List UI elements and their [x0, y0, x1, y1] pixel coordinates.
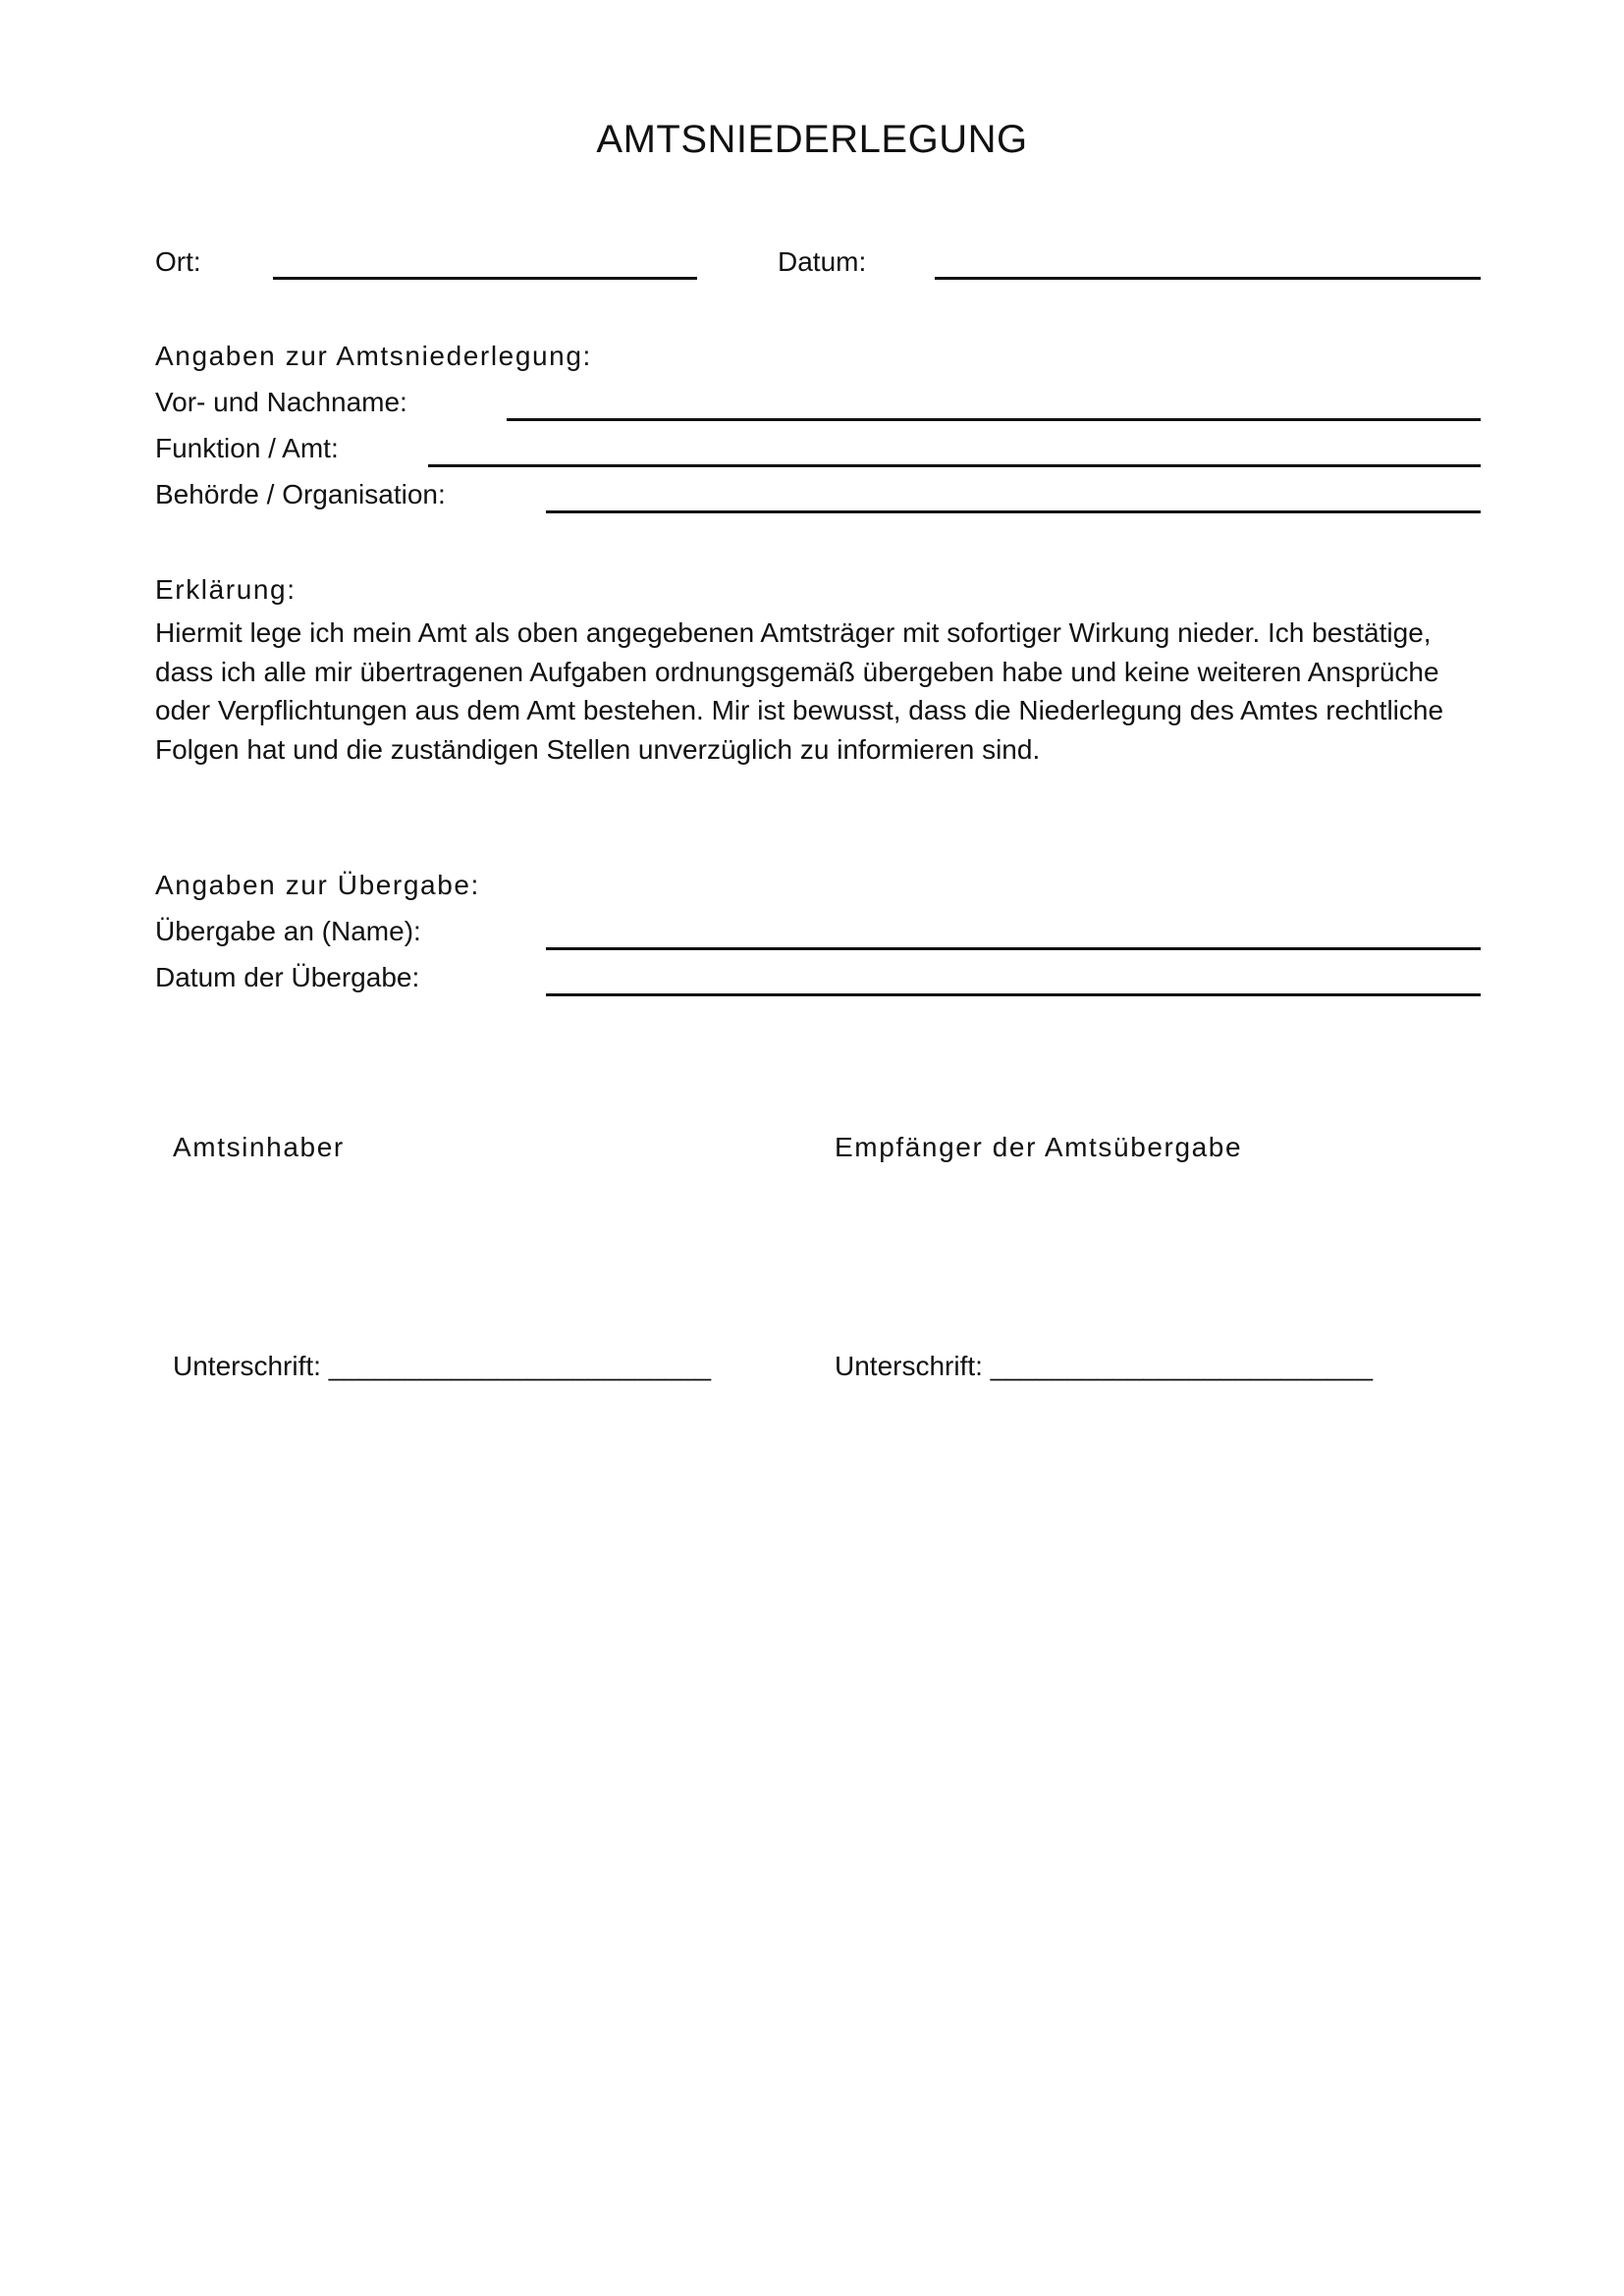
- funktion-field-line[interactable]: [428, 464, 1481, 467]
- ort-field-line[interactable]: [273, 277, 697, 280]
- signature-heading-empfaenger: Empfänger der Amtsübergabe: [835, 1132, 1243, 1162]
- signature-line-amtsinhaber[interactable]: Unterschrift: _________________________: [173, 1351, 712, 1381]
- uebergabe-datum-label: Datum der Übergabe:: [155, 962, 420, 992]
- section-heading-amtsniederlegung: Angaben zur Amtsniederlegung:: [155, 341, 592, 371]
- name-field-line[interactable]: [507, 418, 1481, 421]
- signature-line-empfaenger[interactable]: Unterschrift: _________________________: [835, 1351, 1374, 1381]
- datum-field-line[interactable]: [935, 277, 1481, 280]
- erklaerung-text: Hiermit lege ich mein Amt als oben angegebenen Amtsträger mit sofortiger Wirkung nieder. Ich bestätige, dass ich alle mir übertragenen Aufgaben ordnungsgemäß übergeben habe und keine weiteren Ansprüche oder Verpflichtungen aus dem Amt bestehen. Mir ist bewusst, dass die Niederlegung des Amtes rechtliche Folgen hat und die zuständigen Stellen unverzüglich zu informieren sind.: [155, 617, 1444, 765]
- uebergabe-an-label: Übergabe an (Name):: [155, 916, 421, 946]
- behoerde-label: Behörde / Organisation:: [155, 479, 446, 509]
- funktion-label: Funktion / Amt:: [155, 433, 339, 463]
- uebergabe-datum-field-line[interactable]: [546, 993, 1481, 996]
- section-heading-uebergabe: Angaben zur Übergabe:: [155, 870, 480, 900]
- ort-label: Ort:: [155, 246, 201, 277]
- name-label: Vor- und Nachname:: [155, 387, 407, 417]
- signature-heading-amtsinhaber: Amtsinhaber: [173, 1132, 345, 1162]
- datum-label: Datum:: [778, 246, 867, 277]
- document-title: AMTSNIEDERLEGUNG: [596, 118, 1028, 161]
- uebergabe-an-field-line[interactable]: [546, 947, 1481, 950]
- behoerde-field-line[interactable]: [546, 510, 1481, 513]
- section-heading-erklaerung: Erklärung:: [155, 574, 297, 605]
